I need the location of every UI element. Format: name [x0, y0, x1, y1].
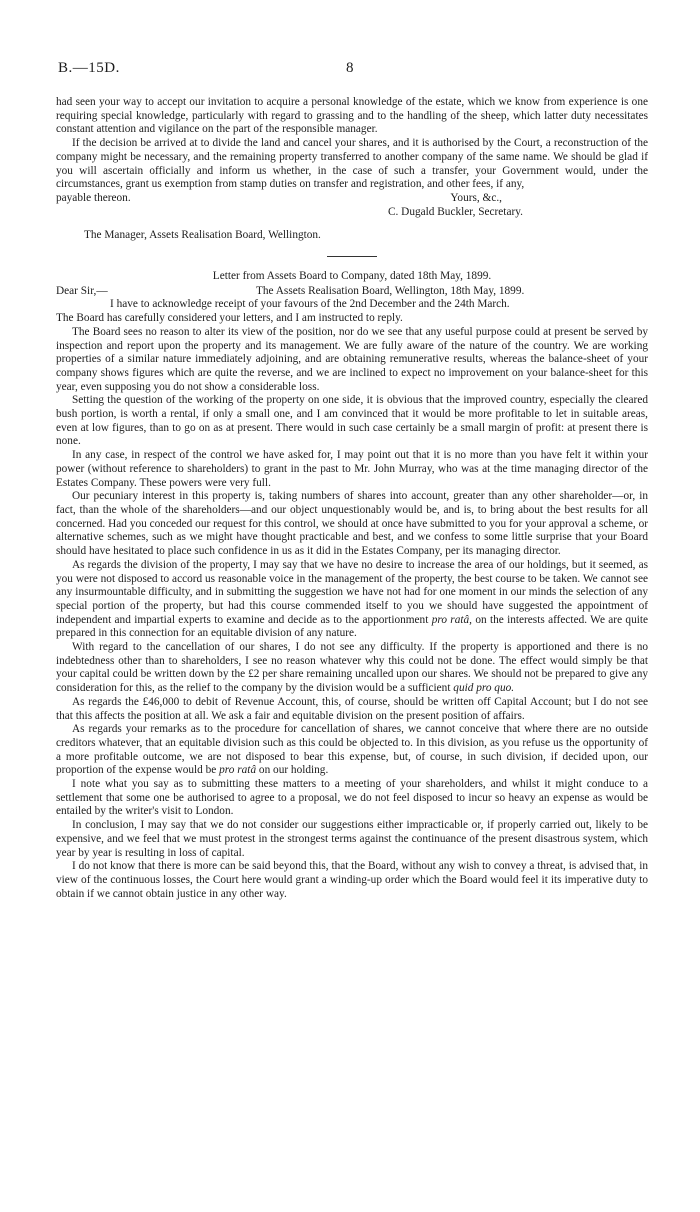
closing-yours: Yours, &c., [450, 191, 502, 204]
closing-row [56, 192, 648, 206]
salutation: Dear Sir,— [56, 284, 108, 297]
page-header [56, 62, 648, 96]
page-number: 8 [346, 60, 354, 76]
paragraph: I note what you say as to submitting these matters to a meeting of your shareholders, and whilst it might conduce to a settlement that some one be authorised to agree to a proposal, we do not feel disposed to incur so heavy an expense as would be entailed by the writer's visit to London. [56, 778, 648, 818]
addressee: The Manager, Assets Realisation Board, Wellington. [84, 229, 321, 242]
italic-text: pro ratâ [219, 764, 257, 777]
paragraph-last-line: payable thereon. [56, 191, 131, 204]
signature: C. Dugald Buckler, Secretary. [388, 205, 523, 218]
text-run: on the interests affected. We are quite prepared in this connection for an equitable division of any nature. [56, 613, 649, 640]
paragraph: In any case, in respect of the control we have asked for, I may point out that it is no more than you have felt it within your power (without reference to shareholders) to grant in the past to Mr. John Murray, who was at the time managing director of the Estates Company. These powers were very full. [56, 449, 648, 489]
dateline [56, 285, 648, 299]
italic-text: quid pro quo. [453, 682, 515, 695]
letter-title: Letter from Assets Board to Company, dated 18th May, 1899. [212, 270, 492, 283]
text-run: on our holding. [258, 764, 329, 777]
paragraph: As regards the £46,000 to debit of Revenue Account, this, of course, should be written off Capital Account; but I do not see that this affects the position at all. We ask a fair and equitable division on the present position of affairs. [56, 695, 648, 722]
section-divider [327, 256, 377, 257]
italic-text: pro ratâ, [431, 613, 472, 626]
document-reference: B.—15D. [58, 60, 120, 76]
paragraph: The Board sees no reason to alter its view of the position, nor do we see that any useful purpose could at present be served by inspection and report upon the property and its management. We are fully aware of the nature of the country. We are working properties of a similar nature immediately adjoining, and are obtaining remunerative results, whereas the balance-sheet of your company shows figures which are quite the reverse, and we are inclined to expect no improvement on your balance-sheet for this year, even supposing you do not show a considerable loss. [56, 325, 648, 393]
paragraph: had seen your way to accept our invitation to acquire a personal knowledge of the estate, which we know from experience is one requiring special knowledge, particularly with regard to grassing and to the handling of the sheep, which latter duty necessitates constant attention and vigilance on the part of the responsible manager. [56, 96, 648, 136]
paragraph: The Board has carefully considered your letters, and I am instructed to reply. [56, 312, 403, 325]
paragraph: I have to acknowledge receipt of your favours of the 2nd December and the 24th March. [110, 298, 510, 311]
paragraph [56, 559, 648, 641]
place-date: The Assets Realisation Board, Wellington, 18th May, 1899. [256, 284, 525, 297]
text-run: As regards your remarks as to the procedure for cancellation of shares, we cannot conceive that where there are no outside creditors whatever, that an equitable division such as this could be objected to. In this division, as you refuse us the opportunity of a more profitable outcome, we are not disposed to bear this expense, but, of course, in such division, if decided upon, our proportion of the expense would be [56, 723, 648, 777]
text-run: As regards the division of the property, I may say that we have no desire to increase the area of our holdings, but it seemed, as you were not disposed to accord us reasonable voice in the management of the property, the best course to be taken. We cannot see any insurmountable difficulty, and in submitting the suggestion we have not had for one moment in our minds the selection of any special portion of the property, but had this course commended itself to you we should have suggested the appointment of independent and impartial experts to examine and decide as to the apportionment [56, 558, 648, 626]
paragraph: Our pecuniary interest in this property is, taking numbers of shares into account, greater than any other shareholder—or, in fact, than the whole of the shareholders—and our object unquestionably would be, and is, to bring about the best results for all concerned. Had you conceded our request for this control, we should at once have submitted to you for your approval a scheme, or alternative schemes, such as we might have thought practicable and best, and we confess to some little surprise that your Board should have hesitated to place such confidence in us as it did in the Estates Company, per its managing director. [56, 490, 648, 558]
text-run: With regard to the cancellation of our shares, I do not see any difficulty. If the property is apportioned and there is no indebtedness other than to shareholders, I see no reason whatever why this could not be done. The effect would simply be that your capital could be written down by the £2 per share remaining uncalled upon our shares. We should not be prepared to give any consideration for this, as the relief to the company by the division would be a sufficient [56, 641, 648, 695]
second-letter [56, 270, 648, 901]
paragraph: I do not know that there is more can be said beyond this, that the Board, without any wish to convey a threat, is advised that, in view of the continuous losses, the Court here would grant a winding-up order which the Board would feel it its imperative duty to obtain if we cannot obtain justice in any other way. [56, 860, 648, 900]
paragraph: Setting the question of the working of the property on one side, it is obvious that the improved country, especially the cleared bush portion, is worth a rental, if only a small one, and I am convinced that it would be more profitable to let in suitable areas, even at low figures, than to go on as at present. There would in such case certainly be a small margin of profit: at present there is none. [56, 394, 648, 448]
paragraph: If the decision be arrived at to divide the land and cancel your shares, and it is authorised by the Court, a reconstruction of the company might be necessary, and the remaining property transferred to another company of the same name. We should be glad if you will ascertain officially and inform us whether, in the case of such a transfer, your Government would, under the circumstances, grant us exemption from stamp duties on transfer and registration, and other fees, if any, [56, 137, 648, 191]
first-letter [56, 96, 648, 243]
paragraph: In conclusion, I may say that we do not consider our suggestions either impracticable or, if properly carried out, likely to be expensive, and we feel that we must protest in the strongest terms against the continuance of the present disastrous system, which year by year is resulting in loss of capital. [56, 819, 648, 859]
paragraph [56, 723, 648, 778]
paragraph [56, 641, 648, 696]
